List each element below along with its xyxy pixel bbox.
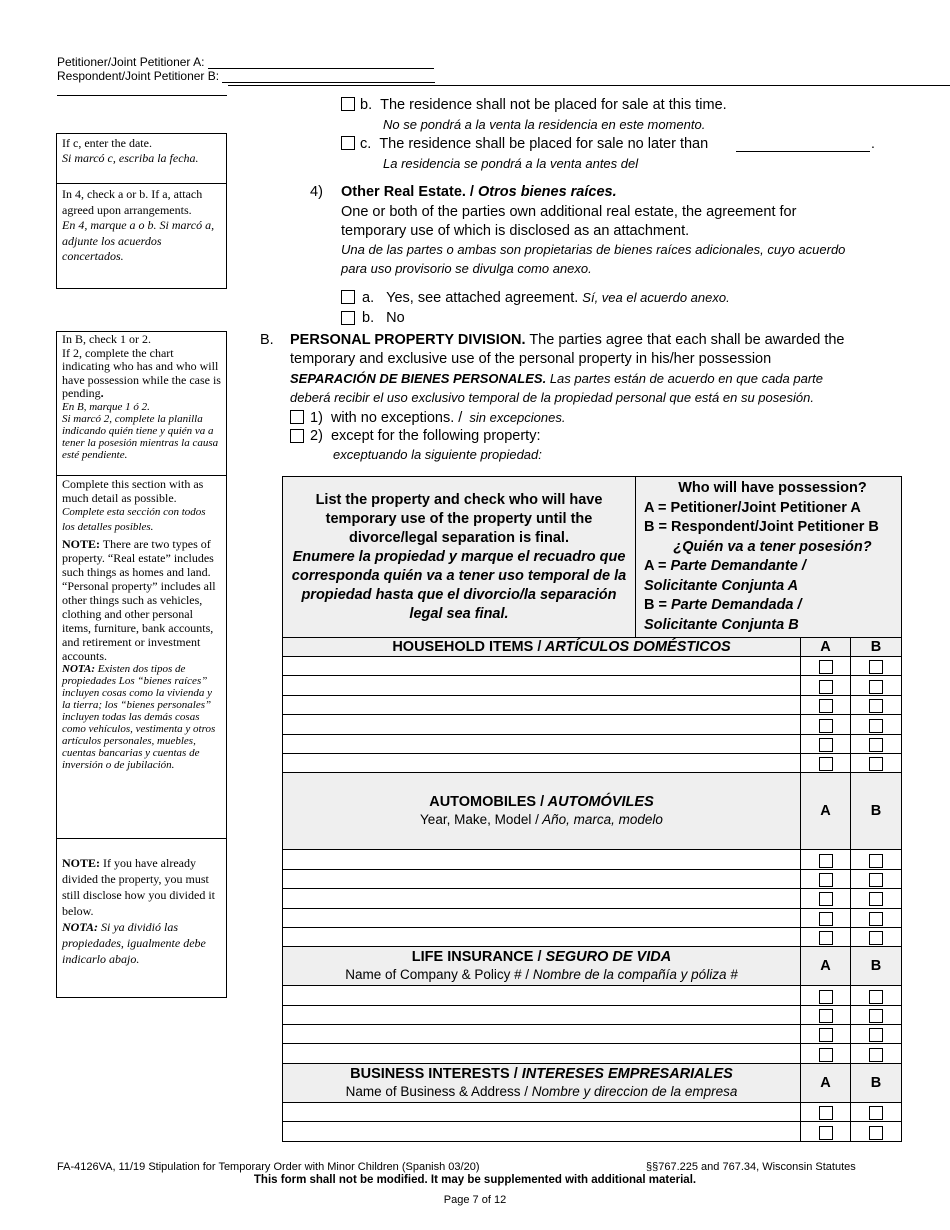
automobile-row <box>283 889 902 908</box>
automobile-a-cell <box>801 850 851 869</box>
sidebar-complete-en: Complete this section with as much detail as possible. <box>62 477 204 505</box>
household-item-field[interactable] <box>283 657 801 676</box>
legend-question-en: Who will have possession? <box>678 480 867 496</box>
automobile-a-cell <box>801 889 851 908</box>
sidebar-complete-es: Complete esta sección con todos los detalles posibles. <box>62 506 206 533</box>
sidebar-b-en-2-wrap <box>62 347 221 401</box>
business-b-cell <box>851 1122 902 1141</box>
automobiles-sub <box>283 811 800 829</box>
household-b-checkbox[interactable] <box>869 699 883 713</box>
life-sub-en: Name of Company & Policy # / <box>345 967 530 983</box>
automobiles-sub-en: Year, Make, Model / <box>420 812 539 828</box>
sidebar-rule <box>57 95 227 96</box>
business-title-en: BUSINESS INTERESTS / <box>350 1065 518 1082</box>
automobile-b-cell <box>851 927 902 946</box>
household-item-field[interactable] <box>283 676 801 695</box>
life-insurance-a-cell <box>801 986 851 1005</box>
residence-b-es: No se pondrá a la venta la residencia en este momento. <box>383 117 706 132</box>
household-a-cell <box>801 657 851 676</box>
automobiles-sub-es: Año, marca, modelo <box>538 812 663 828</box>
automobile-a-checkbox[interactable] <box>819 892 833 906</box>
footer-form-id: FA-4126VA, 11/19 Stipulation for Temporary Order with Minor Children (Spanish 03/20) <box>57 1161 480 1173</box>
respondent-field[interactable] <box>222 71 435 83</box>
household-a-checkbox[interactable] <box>819 680 833 694</box>
option-1-line <box>310 408 565 428</box>
business-title-es: INTERESES EMPRESARIALES <box>517 1065 733 1082</box>
business-rows <box>283 1102 902 1141</box>
sidebar-b-es-2: Si marcó 2, complete la planilla indicando quién tiene y quién va a tener la posesión mientras la causa esté pendiente. <box>62 412 219 461</box>
automobile-a-cell <box>801 908 851 927</box>
life-insurance-a-checkbox[interactable] <box>819 990 833 1004</box>
automobile-row <box>283 908 902 927</box>
real-estate-number: 4) <box>310 184 323 200</box>
automobile-row <box>283 850 902 869</box>
life-insurance-a-cell <box>801 1025 851 1044</box>
household-col-b: B <box>851 638 902 657</box>
personal-property-body-es-1: Las partes están de acuerdo en que cada parte <box>546 371 824 386</box>
real-estate-b-checkbox[interactable] <box>341 311 355 325</box>
option-1-en: with no exceptions. / <box>330 410 463 426</box>
real-estate-title <box>341 183 617 202</box>
life-insurance-row <box>283 1005 902 1024</box>
residence-b-line <box>360 96 727 115</box>
business-sub <box>283 1083 800 1101</box>
sidebar-note-label: NOTE: <box>62 537 101 551</box>
sidebar-note2-text: If you have already divided the property, you must still disclose how you divided it below. <box>62 856 215 918</box>
real-estate-title-en: Other Real Estate. / <box>341 184 474 200</box>
residence-c-line <box>360 135 708 154</box>
table-header-instructions <box>283 477 636 638</box>
residence-b-checkbox[interactable] <box>341 97 355 111</box>
option-2-es: exceptuando la siguiente propiedad: <box>333 447 542 462</box>
business-title-cell <box>283 1063 801 1102</box>
real-estate-b-line <box>362 309 405 328</box>
sidebar-nota2-block <box>62 919 221 967</box>
personal-property-title-es: SEPARACIÓN DE BIENES PERSONALES. <box>290 371 547 386</box>
legend-question-es: ¿Quién va a tener posesión? <box>673 538 872 555</box>
automobiles-title-es: AUTOMÓVILES <box>544 794 654 811</box>
household-a-cell <box>801 753 851 772</box>
personal-property-line-es-1 <box>290 370 823 387</box>
sidebar-c-en: If c, enter the date. <box>62 136 152 150</box>
household-b-cell <box>851 715 902 734</box>
household-row <box>283 676 902 695</box>
business-col-a: A <box>801 1063 851 1102</box>
legend-a-en: A = Petitioner/Joint Petitioner A <box>644 499 861 516</box>
automobile-item-field[interactable] <box>283 908 801 927</box>
household-item-field[interactable] <box>283 715 801 734</box>
automobile-b-cell <box>851 908 902 927</box>
option-2-num: 2) <box>310 428 323 444</box>
life-insurance-item-field[interactable] <box>283 1025 801 1044</box>
automobile-a-checkbox[interactable] <box>819 854 833 868</box>
household-b-checkbox[interactable] <box>869 757 883 771</box>
residence-c-date-field[interactable] <box>736 151 870 152</box>
table-header-left-en: List the property and check who will have temporary use of the property until the divorce/legal separation is final. <box>315 491 603 546</box>
property-table <box>282 476 902 1142</box>
sidebar-note2-label: NOTE: <box>62 856 101 870</box>
business-item-field[interactable] <box>283 1102 801 1121</box>
automobiles-section-header <box>283 773 902 850</box>
sidebar-note-text: There are two types of property. “Real estate” includes such things as homes and land. “Personal property” includes all other things such as vehicles, clothing and other personal items, furniture, bank accounts, and retirement or investment accounts. <box>62 537 216 663</box>
household-a-cell <box>801 715 851 734</box>
automobiles-rows <box>283 850 902 947</box>
household-b-cell <box>851 676 902 695</box>
life-insurance-row <box>283 986 902 1005</box>
household-section-header <box>283 638 902 657</box>
sidebar-c-es: Si marcó c, escriba la fecha. <box>62 150 199 165</box>
option-2-checkbox[interactable] <box>290 429 304 443</box>
footer-notice: This form shall not be modified. It may be supplemented with additional material. <box>253 1174 697 1186</box>
legend-a-es-2: Solicitante Conjunta A <box>644 577 799 594</box>
real-estate-a-checkbox[interactable] <box>341 290 355 304</box>
household-a-cell <box>801 734 851 753</box>
household-b-cell <box>851 734 902 753</box>
option-2-line <box>310 427 541 446</box>
household-title-es: ARTÍCULOS DOMÉSTICOS <box>541 639 731 655</box>
life-col-a: A <box>801 947 851 986</box>
residence-b-letter: b. <box>360 97 373 113</box>
personal-property-body-en-1: The parties agree that each shall be awarded the <box>525 332 845 348</box>
personal-property-body-es-2: deberá recibir el uso exclusivo temporal de la propiedad personal que está en su posesión. <box>290 390 814 405</box>
household-item-field[interactable] <box>283 695 801 714</box>
household-a-checkbox[interactable] <box>819 699 833 713</box>
automobile-item-field[interactable] <box>283 927 801 946</box>
life-insurance-item-field[interactable] <box>283 986 801 1005</box>
legend-b-es-line <box>644 596 901 616</box>
life-col-b: B <box>851 947 902 986</box>
personal-property-letter: B. <box>260 332 274 348</box>
business-sub-es: Nombre y direccion de la empresa <box>528 1083 738 1099</box>
sidebar-nota-label: NOTA: <box>62 663 95 675</box>
automobile-b-checkbox[interactable] <box>869 873 883 887</box>
respondent-line <box>57 69 435 83</box>
life-insurance-a-checkbox[interactable] <box>819 1048 833 1062</box>
sidebar-nota-text: Existen dos tipos de propiedades Los “bienes raíces” incluyen cosas como la vivienda y la tierra; los “bienes personales” incluyen todas las demás cosas como vehículos, vestimenta y otros artículos personales, muebles, cuentas bancarias y cuentas de inversión o de jubilación. <box>62 663 216 771</box>
sidebar-note-block <box>62 537 221 663</box>
business-sub-en: Name of Business & Address / <box>345 1083 528 1099</box>
table-header-row <box>283 477 902 638</box>
business-col-b: B <box>851 1063 902 1102</box>
sidebar-note2-block <box>62 855 221 919</box>
automobile-row <box>283 927 902 946</box>
automobile-a-checkbox[interactable] <box>819 873 833 887</box>
residence-c-en: The residence shall be placed for sale no later than <box>379 136 709 152</box>
automobile-a-cell <box>801 869 851 888</box>
automobile-a-cell <box>801 927 851 946</box>
business-row <box>283 1122 902 1141</box>
residence-c-es: La residencia se pondrá a la venta antes del <box>383 156 639 171</box>
automobile-row <box>283 869 902 888</box>
life-title-en: LIFE INSURANCE / <box>411 949 542 966</box>
life-sub <box>283 966 800 984</box>
table-header-left-es: Enumere la propiedad y marque el recuadro que corresponda quién va a tener uso temporal de la propiedad hasta que el divorcio/la separación legal sea final. <box>291 548 627 622</box>
real-estate-a-line <box>362 288 730 308</box>
real-estate-a-en: Yes, see attached agreement. <box>386 290 579 306</box>
household-b-cell <box>851 657 902 676</box>
household-a-cell <box>801 676 851 695</box>
household-a-checkbox[interactable] <box>819 757 833 771</box>
option-1-checkbox[interactable] <box>290 410 304 424</box>
life-insurance-b-checkbox[interactable] <box>869 1009 883 1023</box>
petitioner-label: Petitioner/Joint Petitioner A: <box>57 55 205 69</box>
life-insurance-a-checkbox[interactable] <box>819 1009 833 1023</box>
automobile-item-field[interactable] <box>283 889 801 908</box>
automobiles-col-b: B <box>851 773 902 850</box>
residence-c-period: . <box>871 135 875 151</box>
real-estate-title-es: Otros bienes raíces. <box>473 184 617 200</box>
automobile-a-checkbox[interactable] <box>819 931 833 945</box>
household-b-checkbox[interactable] <box>869 719 883 733</box>
sidebar-nota-block <box>62 663 221 771</box>
household-item-field[interactable] <box>283 753 801 772</box>
household-b-cell <box>851 753 902 772</box>
personal-property-title-en: PERSONAL PROPERTY DIVISION. <box>290 332 526 348</box>
option-2-en: except for the following property: <box>330 428 541 444</box>
automobiles-title-cell <box>283 773 801 850</box>
business-a-checkbox[interactable] <box>819 1106 833 1120</box>
sidebar-4-en: In 4, check a or b. If a, attach agreed upon arrangements. <box>62 187 203 217</box>
life-insurance-row <box>283 1044 902 1063</box>
real-estate-b-en: No <box>386 310 405 326</box>
automobile-b-checkbox[interactable] <box>869 854 883 868</box>
sidebar-b-en-2: If 2, complete the chart indicating who has and who will have possession while the case is pending <box>62 345 221 400</box>
legend-a-es-line <box>644 557 901 577</box>
table-header-legend <box>636 477 902 638</box>
sidebar-box-b <box>56 331 227 476</box>
life-insurance-b-checkbox[interactable] <box>869 990 883 1004</box>
footer-statutes: §§767.225 and 767.34, Wisconsin Statutes <box>646 1161 856 1173</box>
business-a-cell <box>801 1102 851 1121</box>
life-title-es: SEGURO DE VIDA <box>541 949 672 966</box>
footer-page: Page 7 of 12 <box>443 1194 507 1206</box>
household-row <box>283 734 902 753</box>
life-insurance-a-cell <box>801 1005 851 1024</box>
household-b-checkbox[interactable] <box>869 680 883 694</box>
petitioner-line <box>57 55 434 69</box>
automobiles-title-en: AUTOMOBILES / <box>429 794 545 811</box>
household-b-cell <box>851 695 902 714</box>
life-insurance-a-checkbox[interactable] <box>819 1028 833 1042</box>
real-estate-body-en-1: One or both of the parties own additional real estate, the agreement for <box>341 204 797 220</box>
business-row <box>283 1102 902 1121</box>
residence-b-en: The residence shall not be placed for sale at this time. <box>380 97 727 113</box>
life-insurance-a-cell <box>801 1044 851 1063</box>
household-row <box>283 695 902 714</box>
business-a-checkbox[interactable] <box>819 1126 833 1140</box>
real-estate-body-en-2: temporary use of which is disclosed as an attachment. <box>341 223 690 239</box>
life-insurance-b-cell <box>851 1005 902 1024</box>
life-insurance-b-checkbox[interactable] <box>869 1028 883 1042</box>
sidebar-box-4 <box>56 183 227 289</box>
household-b-checkbox[interactable] <box>869 738 883 752</box>
automobile-b-cell <box>851 869 902 888</box>
sidebar-box-c-date <box>56 133 227 184</box>
automobile-item-field[interactable] <box>283 850 801 869</box>
household-row <box>283 715 902 734</box>
automobile-b-checkbox[interactable] <box>869 892 883 906</box>
sidebar-b-en-1: In B, check 1 or 2. <box>62 332 151 346</box>
household-title-cell <box>283 638 801 657</box>
life-insurance-item-field[interactable] <box>283 1005 801 1024</box>
business-b-checkbox[interactable] <box>869 1126 883 1140</box>
household-title-en: HOUSEHOLD ITEMS / <box>392 639 542 655</box>
automobile-b-cell <box>851 889 902 908</box>
respondent-label: Respondent/Joint Petitioner B: <box>57 69 220 83</box>
automobile-b-checkbox[interactable] <box>869 931 883 945</box>
automobile-b-cell <box>851 850 902 869</box>
petitioner-field[interactable] <box>208 57 434 69</box>
automobile-a-checkbox[interactable] <box>819 912 833 926</box>
legend-a-es-1: Parte Demandante / <box>670 558 806 574</box>
legend-b-es-1: Parte Demandada / <box>671 597 802 613</box>
sidebar-b-en-end: . <box>100 386 104 400</box>
option-1-num: 1) <box>310 410 323 426</box>
life-insurance-b-cell <box>851 1044 902 1063</box>
legend-b-prefix: B = <box>644 597 671 613</box>
household-a-cell <box>801 695 851 714</box>
business-section-header <box>283 1063 902 1102</box>
business-a-cell <box>801 1122 851 1141</box>
real-estate-body-es-1: Una de las partes o ambas son propietarias de bienes raíces adicionales, cuyo acuerdo <box>341 242 846 257</box>
legend-a-prefix: A = <box>644 558 671 574</box>
automobile-b-checkbox[interactable] <box>869 912 883 926</box>
household-b-checkbox[interactable] <box>869 660 883 674</box>
residence-c-checkbox[interactable] <box>341 136 355 150</box>
household-a-checkbox[interactable] <box>819 719 833 733</box>
header-rule <box>228 85 950 86</box>
sidebar-b-es-1: En B, marque 1 ó 2. <box>62 400 150 413</box>
real-estate-a-letter: a. <box>362 290 375 306</box>
residence-c-letter: c. <box>360 136 372 152</box>
automobiles-title <box>283 793 800 811</box>
sidebar-4-es: En 4, marque a o b. Si marcó a, adjunte los acuerdos concertados. <box>62 218 215 263</box>
real-estate-body-es-2: para uso provisorio se divulga como anexo. <box>341 261 592 276</box>
household-a-checkbox[interactable] <box>819 660 833 674</box>
sidebar-nota2-label: NOTA: <box>62 920 98 934</box>
business-title <box>283 1065 800 1083</box>
sidebar-nota2-text: Si ya dividió las propiedades, igualmente debe indicarlo abajo. <box>62 920 206 966</box>
life-insurance-b-checkbox[interactable] <box>869 1048 883 1062</box>
legend-b-es-2: Solicitante Conjunta B <box>644 616 799 633</box>
life-title-cell <box>283 947 801 986</box>
life-rows <box>283 986 902 1064</box>
sidebar-box-note <box>56 838 227 998</box>
personal-property-line-1 <box>290 331 845 350</box>
life-title <box>283 948 800 966</box>
household-col-a: A <box>801 638 851 657</box>
business-item-field[interactable] <box>283 1122 801 1141</box>
life-sub-es: Nombre de la compañía y póliza # <box>529 967 738 983</box>
household-item-field[interactable] <box>283 734 801 753</box>
option-1-es: sin excepciones. <box>469 410 566 425</box>
life-insurance-row <box>283 1025 902 1044</box>
automobile-item-field[interactable] <box>283 869 801 888</box>
life-insurance-item-field[interactable] <box>283 1044 801 1063</box>
household-rows <box>283 657 902 773</box>
household-row <box>283 657 902 676</box>
life-section-header <box>283 947 902 986</box>
life-insurance-b-cell <box>851 1025 902 1044</box>
automobiles-col-a: A <box>801 773 851 850</box>
business-b-cell <box>851 1102 902 1121</box>
household-row <box>283 753 902 772</box>
real-estate-a-es: Sí, vea el acuerdo anexo. <box>582 290 730 305</box>
sidebar-box-complete <box>56 475 227 839</box>
life-insurance-b-cell <box>851 986 902 1005</box>
legend-b-en: B = Respondent/Joint Petitioner B <box>644 519 879 535</box>
real-estate-b-letter: b. <box>362 310 375 326</box>
business-b-checkbox[interactable] <box>869 1106 883 1120</box>
personal-property-body-en-2: temporary and exclusive use of the personal property in his/her possession <box>290 351 772 367</box>
household-a-checkbox[interactable] <box>819 738 833 752</box>
